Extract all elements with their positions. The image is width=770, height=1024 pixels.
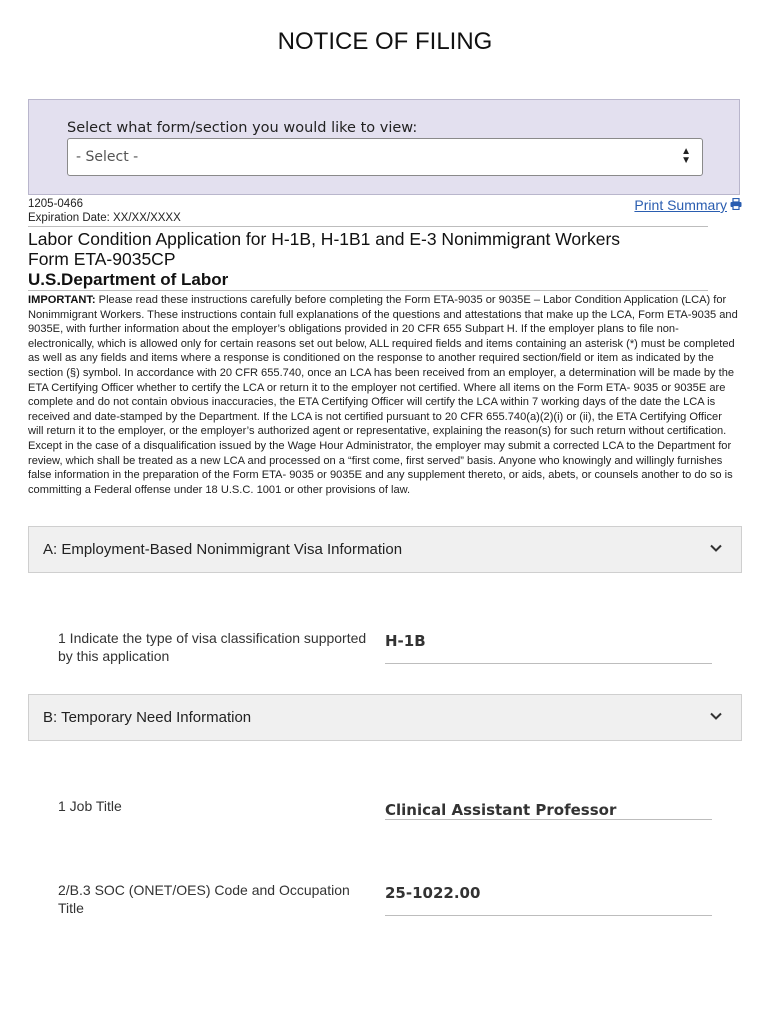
soc-code-label: 2/B.3 SOC (ONET/OES) Code and Occupation Title: [58, 882, 350, 916]
form-number: Form ETA-9035CP: [28, 249, 176, 269]
print-summary-label: Print Summary: [634, 197, 727, 213]
select-value: - Select -: [76, 149, 139, 165]
agency-name: U.S.Department of Labor: [28, 270, 229, 289]
sort-arrows-icon: ▲ ▼: [681, 146, 691, 166]
form-section-select[interactable]: [67, 138, 703, 176]
print-summary-link[interactable]: [634, 197, 742, 213]
instructions-text: [28, 293, 740, 497]
section-b-title: B: Temporary Need Information: [43, 709, 252, 726]
divider: [28, 226, 708, 227]
visa-classification-value: H-1B: [385, 632, 426, 650]
form-title: Labor Condition Application for H-1B, H-1B1 and E-3 Nonimmigrant Workers: [28, 229, 621, 249]
job-title-label: 1 Job Title: [58, 798, 122, 814]
page-title: NOTICE OF FILING: [277, 28, 493, 55]
section-b-accordion[interactable]: [28, 694, 742, 741]
chevron-down-icon: [709, 541, 723, 555]
form-selector-panel: [28, 99, 740, 195]
expiration-date: Expiration Date: XX/XX/XXXX: [28, 212, 181, 224]
instructions-lead: IMPORTANT:: [28, 294, 96, 306]
section-a-accordion[interactable]: [28, 526, 742, 573]
instructions-body: Please read these instructions carefully before completing the Form ETA-9035 or 9035E – Labor Condition Application (LCA) for Nonimmigrant Workers. These instructions contain full explanations of the questions and attestations that make up the LCA, Form ETA-9035 and 9035E, with further information about the employer’s obligations provided in 20 CFR 655 Subpart H. If the employer plans to file non-electronically, which is allowed only for certain reasons set out below, ALL required fields and items containing an asterisk (*) must be completed as well as any fields and items where a response is conditioned on the response to another required section/field or item as indicated by the section (§) symbol. In accordance with 20 CFR 655.740, once an LCA has been received from an employer, a determination will be made by the ETA Certifying Officer whether to certify the LCA or return it to the employer not certified. Where all items on the Form ETA- 9035 or 9035E are complete and do not contain obvious inaccuracies, the ETA Certifying Officer will certify the LCA within 7 working days of the date the LCA is received and date-stamped by the Department. If the LCA is not certified pursuant to 20 CFR 655.740(a)(2)(i) or (ii), the ETA Certifying Officer will return it to the employer, or the employer’s authorized agent or representative, explaining the reason(s) for such return without certification. Except in the case of a disqualification issued by the Wage Hour Administrator, the employer may submit a corrected LCA to the Department for review, which shall be treated as a new LCA and processed on a “first come, first served” basis. Anyone who knowingly and willingly furnishes false information in the preparation of the Form ETA- 9035 or 9035E and any supplement thereto, or aids, abets, or counsels another to do so is committing a Federal offense under 18 U.S.C. 1001 or other provisions of law.: [28, 294, 738, 496]
omb-number: 1205-0466: [28, 198, 83, 210]
chevron-down-icon: [709, 709, 723, 723]
job-title-value: Clinical Assistant Professor: [385, 801, 617, 819]
form-selector-label: Select what form/section you would like to view:: [67, 120, 418, 136]
soc-code-value: 25-1022.00: [385, 884, 481, 902]
section-a-title: A: Employment-Based Nonimmigrant Visa Information: [43, 541, 403, 558]
visa-classification-label: 1 Indicate the type of visa classification supported by this application: [58, 630, 367, 664]
field-underline: [385, 819, 712, 820]
divider: [28, 290, 708, 291]
field-underline: [385, 915, 712, 916]
printer-icon: [730, 197, 742, 213]
field-underline: [385, 663, 712, 664]
